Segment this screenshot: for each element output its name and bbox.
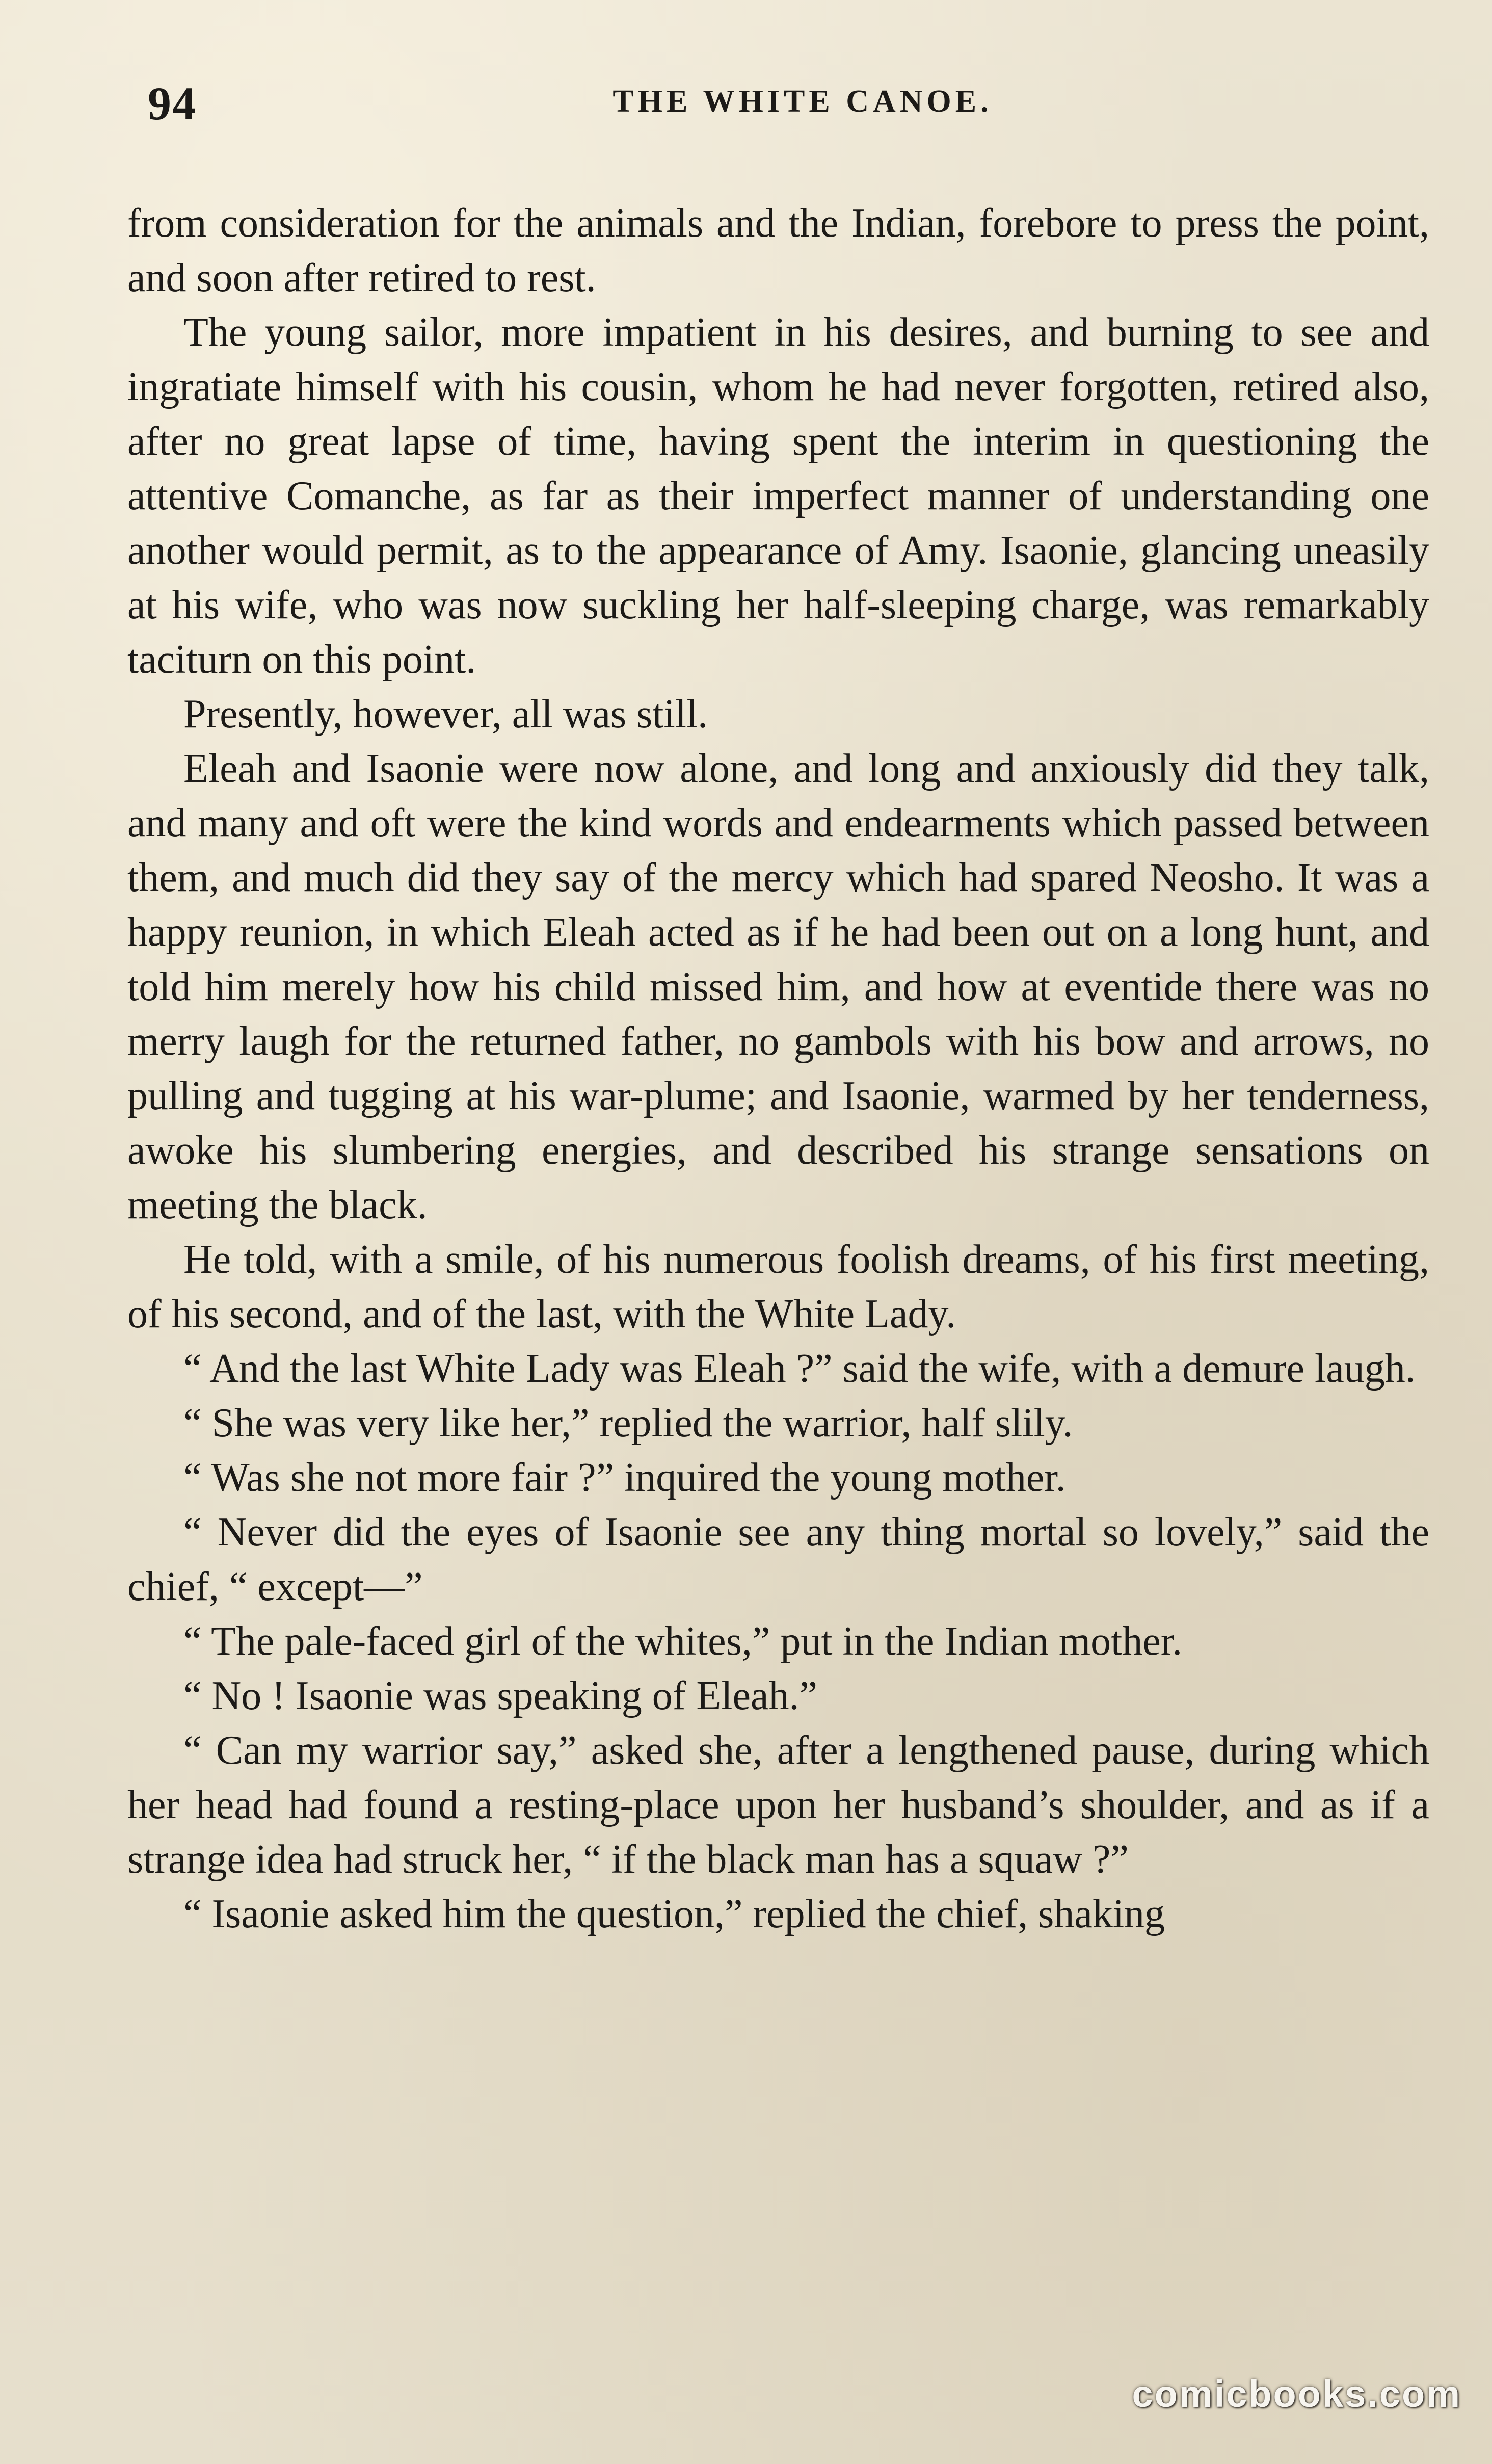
paragraph: “ Was she not more fair ?” inquired the young mother.	[183, 1455, 1066, 1500]
paragraph: He told, with a smile, of his numerous foolish dreams, of his first meeting, of his second, and of the last, with the White Lady.	[127, 1237, 1429, 1336]
paragraph: “ She was very like her,” replied the warrior, half slily.	[183, 1401, 1073, 1446]
body-text	[127, 196, 1429, 1942]
paragraph: from consideration for the animals and the Indian, forebore to press the point, and soon after retired to rest.	[127, 201, 1429, 300]
paragraph: “ No ! Isaonie was speaking of Eleah.”	[183, 1673, 817, 1718]
watermark: comicbooks.com	[1132, 2373, 1461, 2415]
paragraph: “ Never did the eyes of Isaonie see any thing mortal so lovely,” said the chief, “ except—”	[127, 1510, 1429, 1609]
paragraph: The young sailor, more impatient in his desires, and burning to see and ingratiate himself with his cousin, whom he had never forgotten, retired also, after no great lapse of time, having spent the interim in questioning the attentive Comanche, as far as their imperfect manner of understanding one another would permit, as to the appearance of Amy. Isaonie, glancing uneasily at his wife, who was now suckling her half-sleeping charge, was remarkably taciturn on this point.	[127, 310, 1429, 682]
running-head-title: THE WHITE CANOE.	[612, 84, 993, 119]
page-number: 94	[148, 77, 197, 129]
paragraph: “ The pale-faced girl of the whites,” put in the Indian mother.	[183, 1619, 1183, 1664]
page-header	[148, 76, 1437, 148]
paragraph: Eleah and Isaonie were now alone, and long and anxiously did they talk, and many and oft were the kind words and endearments which passed between them, and much did they say of the mercy which had spared Neosho. It was a happy reunion, in which Eleah acted as if he had been out on a long hunt, and told him merely how his child missed him, and how at eventide there was no merry laugh for the returned father, no gambols with his bow and arrows, no pulling and tugging at his war-plume; and Isaonie, warmed by her tenderness, awoke his slumbering energies, and described his strange sensations on meeting the black.	[127, 746, 1429, 1227]
paragraph: “ Isaonie asked him the question,” replied the chief, shaking	[183, 1892, 1165, 1936]
paragraph: Presently, however, all was still.	[183, 692, 708, 737]
paragraph: “ And the last White Lady was Eleah ?” said the wife, with a demure laugh.	[183, 1346, 1416, 1391]
paragraph: “ Can my warrior say,” asked she, after a lengthened pause, during which her head had found a resting-place upon her husband’s shoulder, and as if a strange idea had struck her, “ if the black man has a squaw ?”	[127, 1728, 1429, 1882]
